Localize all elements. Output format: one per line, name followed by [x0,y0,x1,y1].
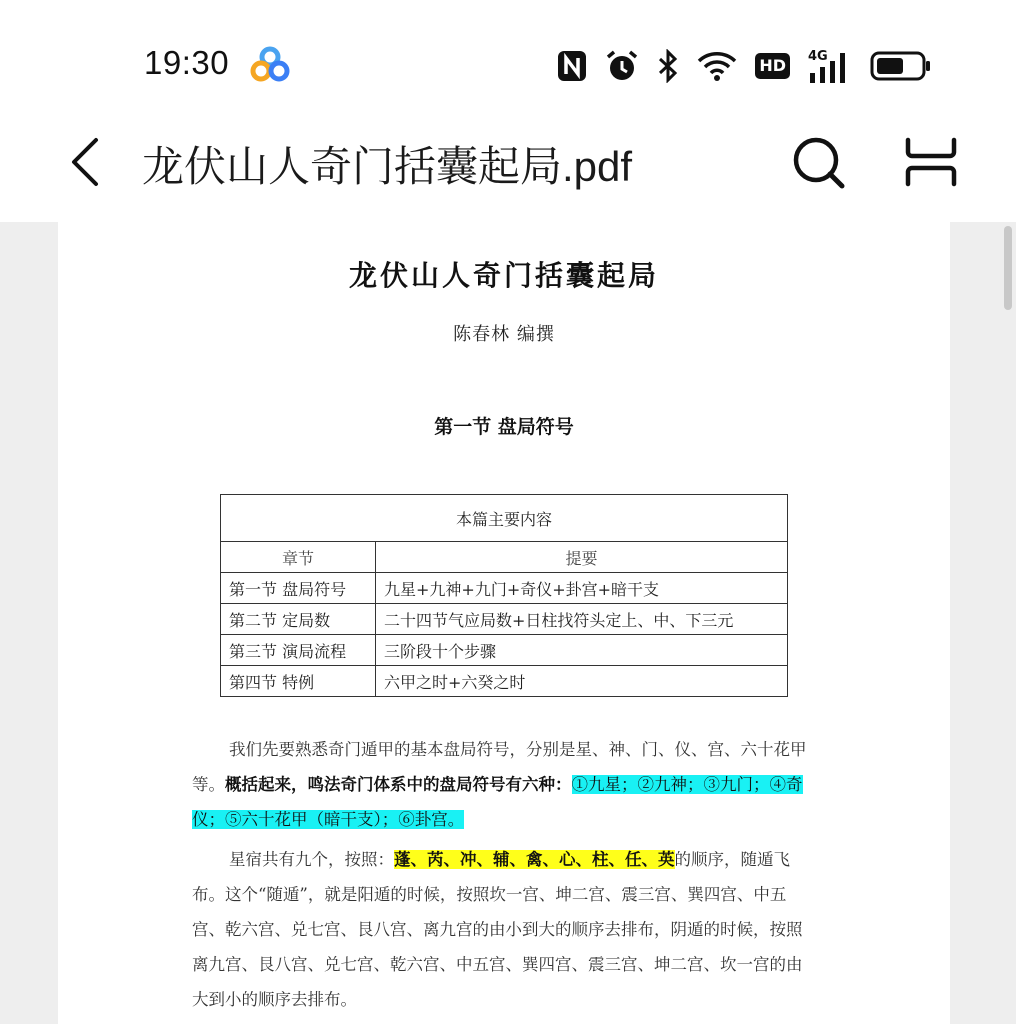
cellular-signal-icon [808,49,852,83]
body-paragraph [192,732,818,837]
paragraph-text: 星宿共有九个，按照： [229,850,394,869]
table-cell: 第三节 演局流程 [221,635,376,666]
highlighted-text[interactable]: 蓬、芮、冲、辅、禽、心、柱、任、英 [394,850,675,869]
table-cell: 第一节 盘局符号 [221,573,376,604]
table-cell: 三阶段十个步骤 [376,635,788,666]
fit-width-icon[interactable] [902,134,960,190]
status-bar [0,0,1016,120]
app-notification-icon [250,46,290,82]
table-cell: 九星+九神+九门+奇仪+卦宫+暗干支 [376,573,788,604]
table-cell: 二十四节气应局数+日柱找符头定上、中、下三元 [376,604,788,635]
top-app-bar [0,120,1016,222]
hd-badge: HD [755,53,790,79]
highlighted-text[interactable]: ①九星；②九神；③九门；④奇仪；⑤六十花甲（暗干支）；⑥卦宫。 [192,775,803,829]
search-icon[interactable] [790,134,846,190]
file-title: 龙伏山人奇门括囊起局.pdf [142,143,633,190]
contents-table [220,494,788,697]
table-row [221,666,788,697]
status-time: 19:30 [144,44,230,81]
body-paragraph [192,842,818,1017]
table-cell: 六甲之时+六癸之时 [376,666,788,697]
table-row [221,604,788,635]
nfc-icon [557,50,587,82]
table-cell: 第二节 定局数 [221,604,376,635]
document-author: 陈春林 编撰 [453,324,555,345]
battery-icon [870,50,932,82]
pdf-viewer[interactable] [0,222,1016,1024]
wifi-icon [697,50,737,82]
table-header-cell: 提要 [376,542,788,573]
table-row [221,573,788,604]
section-title: 第一节 盘局符号 [434,416,574,438]
document-title: 龙伏山人奇门括囊起局 [348,259,659,292]
back-arrow-icon[interactable] [64,134,108,190]
table-caption: 本篇主要内容 [221,495,788,542]
paragraph-text: 我们先要熟悉奇门遁甲的基本盘局符号，分别是星、神、门、仪、宫、六十花甲等。 [192,740,807,794]
scrollbar-thumb[interactable] [1004,226,1012,310]
table-header-row [221,542,788,573]
table-row [221,635,788,666]
pdf-page [58,222,950,1024]
alarm-icon [605,49,639,83]
bold-text: 概括起来，鸣法奇门体系中的盘局符号有六种： [225,775,572,794]
table-cell: 第四节 特例 [221,666,376,697]
paragraph-text: 的顺序，随遁飞布。这个“随遁”，就是阳遁的时候，按照坎一宫、坤二宫、震三宫、巽四宫、中五宫、乾六宫、兑七宫、艮八宫、离九宫的由小到大的顺序去排布，阴遁的时候，按照离九宫、艮八宫、兑七宫、乾六宫、中五宫、巽四宫、震三宫、坤二宫、坎一宫的由大到小的顺序去排布。 [192,850,803,1009]
table-header-cell: 章节 [221,542,376,573]
network-type-label: 4G [808,49,828,64]
bluetooth-icon [657,49,679,83]
